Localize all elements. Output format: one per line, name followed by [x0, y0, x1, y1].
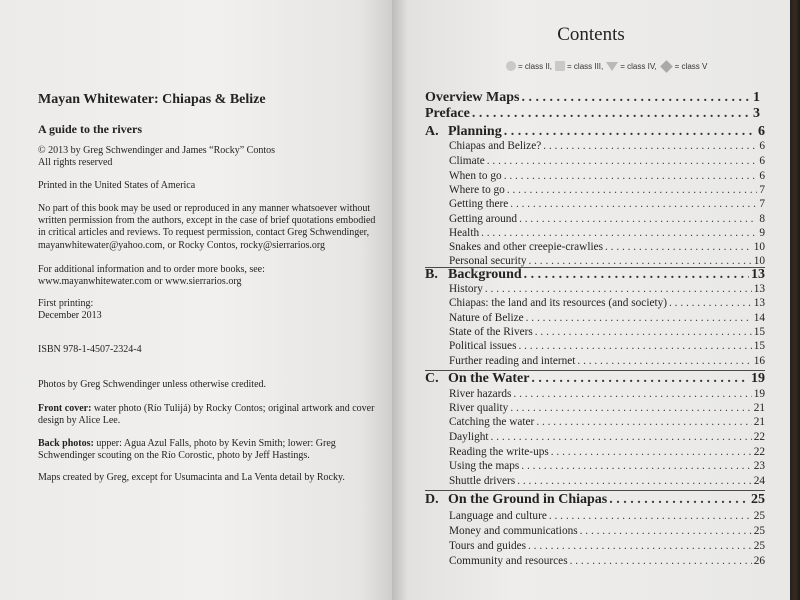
photos-line: Photos by Greg Schwendinger unless otherwise credited. [38, 379, 267, 390]
toc-title: Shuttle drivers [449, 475, 516, 487]
book-title: Mayan Whitewater: Chiapas & Belize [38, 92, 266, 107]
toc-overview-maps [425, 90, 760, 106]
toc-item [449, 388, 765, 400]
section-letter: B. [425, 267, 438, 282]
toc-item [449, 155, 765, 167]
toc-page: 9 [759, 227, 765, 239]
toc-item [449, 184, 765, 196]
rights-line: All rights reserved [38, 157, 113, 168]
legend-label-class-iv: = class IV, [620, 61, 657, 71]
toc-title: Background [448, 267, 522, 282]
toc-title: Overview Maps [425, 90, 520, 105]
class-v-icon [660, 60, 673, 73]
toc-title: On the Ground in Chiapas [448, 492, 608, 507]
toc-item [449, 170, 765, 182]
toc-title: Personal security [449, 255, 527, 267]
toc-title: River quality [449, 402, 509, 414]
toc-title: When to go [449, 170, 502, 182]
maps-credit: Maps created by Greg, except for Usumacinta and La Venta detail by Rocky. [38, 472, 345, 483]
toc-item [449, 213, 765, 225]
toc-section-on-the-water [425, 371, 765, 387]
toc-page: 6 [759, 170, 765, 182]
toc-item [449, 297, 765, 309]
toc-page: 6 [759, 155, 765, 167]
toc-item [449, 140, 765, 152]
toc-page: 25 [753, 540, 765, 552]
toc-page: 6 [758, 124, 765, 139]
toc-title: Getting around [449, 213, 518, 225]
toc-title: Political issues [449, 340, 517, 352]
permission-paragraph: No part of this book may be used or reproduced in any manner whatsoever without written permission from the authors, except in the case of brief quotations embodied in critical articles and reviews. To request permission, contact Greg Schwendinger, mayanwhitewater@yahoo.com, or Rocky Contos, rocky@sierrarios.org [38, 203, 376, 251]
contents-heading: Contents [557, 24, 625, 45]
toc-page: 1 [753, 90, 760, 105]
toc-page: 13 [751, 267, 765, 282]
front-cover-text: water photo (Río Tulijá) by Rocky Contos; original artwork and cover design by Alice Lee. [38, 403, 375, 427]
toc-page: 6 [759, 140, 765, 152]
toc-section-on-the-ground [425, 492, 765, 508]
toc-title: Chiapas: the land and its resources (and society) [449, 297, 668, 309]
toc-title: State of the Rivers [449, 326, 533, 338]
toc-title: Community and resources [449, 555, 568, 567]
toc-title: Using the maps [449, 460, 520, 472]
difficulty-legend [506, 61, 726, 71]
toc-page: 10 [753, 255, 765, 267]
class-iii-icon [555, 61, 565, 71]
legend-label-class-ii: = class II, [518, 61, 553, 71]
legend-label-class-v: = class V [674, 61, 708, 71]
toc-item [449, 510, 765, 522]
toc-page: 26 [753, 555, 765, 567]
toc-item [449, 198, 765, 210]
toc-preface [425, 106, 760, 122]
toc-title: Tours and guides [449, 540, 527, 552]
toc-item [449, 283, 765, 295]
toc-item [449, 340, 765, 352]
toc-title: Further reading and internet [449, 355, 576, 367]
toc-item [449, 555, 765, 567]
toc-page: 3 [753, 106, 760, 121]
class-ii-icon [506, 61, 516, 71]
toc-page: 25 [751, 492, 765, 507]
toc-item [449, 416, 765, 428]
toc-section-planning [425, 124, 765, 140]
section-letter: C. [425, 371, 439, 386]
back-photos-label: Back photos: [38, 438, 94, 449]
toc-item [449, 227, 765, 239]
toc-item [449, 540, 765, 552]
toc-title: Getting there [449, 198, 509, 210]
toc-page: 14 [753, 312, 765, 324]
toc-item [449, 446, 765, 458]
section-letter: D. [425, 492, 439, 507]
toc-page: 7 [759, 198, 765, 210]
toc-page: 19 [751, 371, 765, 386]
legend-label-class-iii: = class III, [567, 61, 604, 71]
toc-page: 22 [753, 431, 765, 443]
front-cover-credit [38, 403, 383, 427]
toc-title: Preface [425, 106, 470, 121]
toc-item [449, 475, 765, 487]
toc-page: 8 [759, 213, 765, 225]
toc-title: Money and communications [449, 525, 578, 537]
section-letter: A. [425, 124, 439, 139]
toc-page: 13 [753, 283, 765, 295]
class-iv-icon [606, 62, 618, 71]
toc-title: Snakes and other creepie-crawlies [449, 241, 604, 253]
toc-title: Daylight [449, 431, 489, 443]
toc-title: Where to go [449, 184, 505, 196]
toc-item [449, 460, 765, 472]
toc-title: Nature of Belize [449, 312, 524, 324]
toc-page: 21 [753, 402, 765, 414]
toc-page: 16 [753, 355, 765, 367]
toc-title: Language and culture [449, 510, 547, 522]
toc-title: Health [449, 227, 480, 239]
toc-page: 25 [753, 525, 765, 537]
toc-title: On the Water [448, 371, 530, 386]
toc-title: River hazards [449, 388, 512, 400]
toc-title: Planning [448, 124, 502, 139]
front-cover-label: Front cover: [38, 403, 92, 414]
toc-page: 7 [759, 184, 765, 196]
toc-page: 25 [753, 510, 765, 522]
toc-title: Reading the write-ups [449, 446, 549, 458]
isbn-line: ISBN 978-1-4507-2324-4 [38, 344, 142, 355]
toc-page: 22 [753, 446, 765, 458]
toc-title: Chiapas and Belize? [449, 140, 542, 152]
toc-page: 10 [753, 241, 765, 253]
info-line-1: For additional information and to order more books, see: [38, 264, 265, 275]
toc-item [449, 355, 765, 367]
toc-item [449, 255, 765, 267]
toc-page: 24 [753, 475, 765, 487]
back-photos-text: upper: Agua Azul Falls, photo by Kevin Smith; lower: Greg Schwendinger scouting on the Río Corostic, photo by Jeff Hastings. [38, 438, 336, 462]
toc-page: 21 [753, 416, 765, 428]
printed-line: Printed in the United States of America [38, 180, 196, 191]
toc-item [449, 312, 765, 324]
toc-page: 23 [753, 460, 765, 472]
info-line-2: www.mayanwhitewater.com or www.sierrarios.org [38, 276, 242, 287]
first-printing-date: December 2013 [38, 310, 102, 321]
toc-item [449, 241, 765, 253]
toc-title: Climate [449, 155, 485, 167]
toc-item [449, 402, 765, 414]
toc-item [449, 431, 765, 443]
toc-title: Catching the water [449, 416, 535, 428]
section-divider [425, 490, 765, 491]
table-edge [790, 0, 800, 600]
toc-section-background [425, 267, 765, 283]
book-subtitle: A guide to the rivers [38, 122, 142, 136]
back-photos-credit [38, 438, 383, 462]
toc-page: 15 [753, 326, 765, 338]
toc-item [449, 525, 765, 537]
toc-page: 15 [753, 340, 765, 352]
toc-item [449, 326, 765, 338]
toc-page: 13 [753, 297, 765, 309]
first-printing-label: First printing: [38, 298, 94, 309]
toc-page: 19 [753, 388, 765, 400]
copyright-line: © 2013 by Greg Schwendinger and James “Rocky” Contos [38, 145, 275, 156]
toc-title: History [449, 283, 483, 295]
